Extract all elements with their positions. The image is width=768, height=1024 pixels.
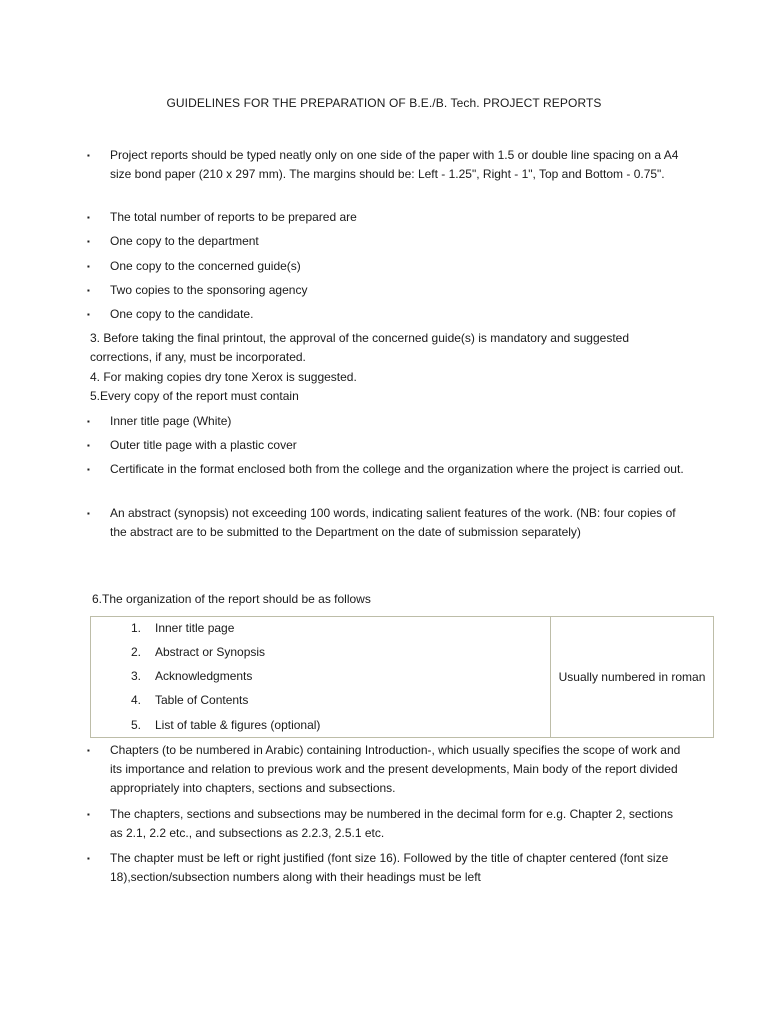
list-item: ▪ One copy to the department [87, 232, 687, 251]
bullet-icon: ▪ [87, 465, 90, 474]
list-item: ▪ The chapter must be left or right justified (font size 16). Followed by the title of chapter centered (font size 18),section/subsection numbers along with their headings must be left [87, 851, 669, 884]
bullet-icon: ▪ [87, 854, 90, 863]
paragraph-6: 6.The organization of the report should be as follows [92, 592, 371, 606]
list-item: ▪ Chapters (to be numbered in Arabic) containing Introduction-, which usually specifies the scope of work and its importance and relation to previous work and the present developments, Main body of the report divided appropriately into chapters, sections and subsections. [87, 743, 681, 795]
table-list-item: 1. Inner title page [131, 621, 235, 635]
list-item: ▪ An abstract (synopsis) not exceeding 100 words, indicating salient features of the work. (NB: four copies of the abstract are to be submitted to the Department on the date of submission separately) [87, 506, 676, 539]
bullet-icon: ▪ [87, 417, 90, 426]
list-item: ▪ Project reports should be typed neatly only on one side of the paper with 1.5 or double line spacing on a A4 size bond paper (210 x 297 mm). The margins should be: Left - 1.25", Right - 1", Top and Bottom - 0.75". [87, 148, 679, 181]
bullet-icon: ▪ [87, 213, 90, 222]
bullet-icon: ▪ [87, 262, 90, 271]
list-item: ▪ One copy to the candidate. [87, 305, 687, 324]
table-right-cell: Usually numbered in roman [558, 670, 706, 684]
bullet-icon: ▪ [87, 237, 90, 246]
bullet-icon: ▪ [87, 151, 90, 160]
document-title: GUIDELINES FOR THE PREPARATION OF B.E./B. Tech. PROJECT REPORTS [166, 96, 602, 110]
bullet-icon: ▪ [87, 286, 90, 295]
list-item: ▪ Inner title page (White) [87, 412, 687, 431]
bullet-icon: ▪ [87, 310, 90, 319]
list-item: ▪ Two copies to the sponsoring agency [87, 281, 687, 300]
table-list-item: 2. Abstract or Synopsis [131, 645, 266, 659]
table-list-item: 4. Table of Contents [131, 693, 249, 707]
table-list-item: 3. Acknowledgments [131, 669, 253, 683]
paragraph-3: 3. Before taking the final printout, the approval of the concerned guide(s) is mandatory and suggested corrections, if any, must be incorporated. [90, 331, 630, 364]
bullet-icon: ▪ [87, 810, 90, 819]
list-item: ▪ Outer title page with a plastic cover [87, 436, 687, 455]
list-item: ▪ One copy to the concerned guide(s) [87, 257, 687, 276]
table-list-item: 5. List of table & figures (optional) [131, 718, 321, 732]
table-left-column [91, 617, 550, 737]
list-item: ▪ The total number of reports to be prepared are [87, 208, 687, 227]
list-item: ▪ Certificate in the format enclosed both from the college and the organization where the project is carried out. [87, 460, 687, 479]
paragraph-5: 5.Every copy of the report must contain [90, 389, 299, 403]
paragraph-4: 4. For making copies dry tone Xerox is suggested. [90, 370, 357, 384]
bullet-icon: ▪ [87, 509, 90, 518]
list-item: ▪ The chapters, sections and subsections may be numbered in the decimal form for e.g. Chapter 2, sections as 2.1, 2.2 etc., and subsections as 2.2.3, 2.5.1 etc. [87, 807, 673, 840]
bullet-icon: ▪ [87, 441, 90, 450]
bullet-icon: ▪ [87, 746, 90, 755]
organization-table [90, 616, 714, 738]
